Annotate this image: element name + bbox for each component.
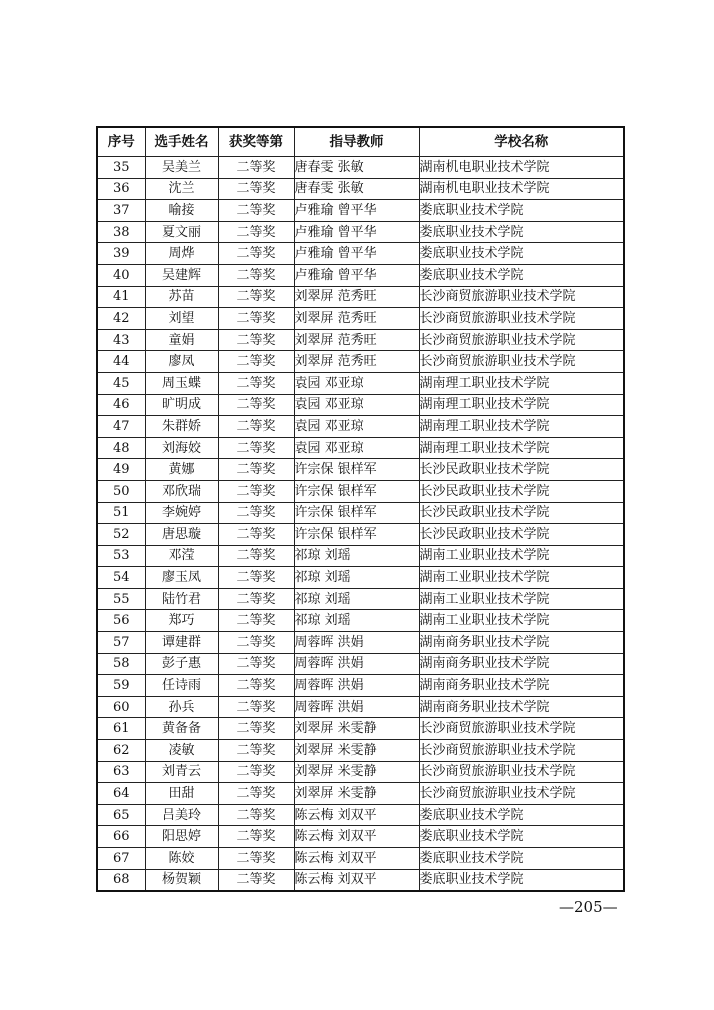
cell-instructor: 陈云梅 刘双平 — [294, 826, 419, 848]
table-row — [97, 437, 624, 459]
header-serial-number: 序号 — [97, 127, 145, 157]
cell-serial-number: 65 — [97, 804, 145, 826]
cell-serial-number: 55 — [97, 588, 145, 610]
table-row — [97, 157, 624, 179]
cell-serial-number: 48 — [97, 437, 145, 459]
cell-serial-number: 57 — [97, 632, 145, 654]
cell-award-level: 二等奖 — [218, 351, 294, 373]
cell-award-level: 二等奖 — [218, 480, 294, 502]
cell-award-level: 二等奖 — [218, 783, 294, 805]
cell-award-level: 二等奖 — [218, 653, 294, 675]
cell-award-level: 二等奖 — [218, 696, 294, 718]
cell-award-level: 二等奖 — [218, 308, 294, 330]
cell-serial-number: 56 — [97, 610, 145, 632]
cell-serial-number: 64 — [97, 783, 145, 805]
cell-contestant-name: 凌敏 — [145, 740, 218, 762]
cell-instructor: 祁琼 刘瑶 — [294, 567, 419, 589]
cell-school-name: 湖南理工职业技术学院 — [419, 416, 624, 438]
cell-serial-number: 68 — [97, 869, 145, 891]
cell-award-level: 二等奖 — [218, 459, 294, 481]
cell-instructor: 卢雅瑜 曾平华 — [294, 200, 419, 222]
cell-school-name: 湖南商务职业技术学院 — [419, 696, 624, 718]
table-row — [97, 804, 624, 826]
cell-instructor: 刘翠屏 范秀旺 — [294, 308, 419, 330]
cell-serial-number: 67 — [97, 848, 145, 870]
header-instructor: 指导教师 — [294, 127, 419, 157]
cell-serial-number: 60 — [97, 696, 145, 718]
cell-school-name: 湖南商务职业技术学院 — [419, 653, 624, 675]
cell-award-level: 二等奖 — [218, 869, 294, 891]
table-row — [97, 459, 624, 481]
cell-serial-number: 66 — [97, 826, 145, 848]
cell-award-level: 二等奖 — [218, 286, 294, 308]
table-row — [97, 178, 624, 200]
cell-instructor: 许宗保 银样军 — [294, 524, 419, 546]
cell-contestant-name: 彭子惠 — [145, 653, 218, 675]
cell-serial-number: 37 — [97, 200, 145, 222]
cell-award-level: 二等奖 — [218, 416, 294, 438]
cell-serial-number: 54 — [97, 567, 145, 589]
cell-serial-number: 38 — [97, 221, 145, 243]
cell-contestant-name: 童娟 — [145, 329, 218, 351]
cell-instructor: 周蓉晖 洪娟 — [294, 653, 419, 675]
cell-award-level: 二等奖 — [218, 632, 294, 654]
cell-contestant-name: 喻接 — [145, 200, 218, 222]
cell-instructor: 祁琼 刘瑶 — [294, 545, 419, 567]
cell-serial-number: 39 — [97, 243, 145, 265]
cell-school-name: 长沙民政职业技术学院 — [419, 459, 624, 481]
cell-instructor: 刘翠屏 范秀旺 — [294, 286, 419, 308]
table-row — [97, 848, 624, 870]
page-number: —205— — [559, 898, 618, 916]
cell-award-level: 二等奖 — [218, 826, 294, 848]
cell-instructor: 袁园 邓亚琼 — [294, 394, 419, 416]
cell-award-level: 二等奖 — [218, 610, 294, 632]
cell-award-level: 二等奖 — [218, 243, 294, 265]
cell-serial-number: 41 — [97, 286, 145, 308]
cell-serial-number: 43 — [97, 329, 145, 351]
cell-instructor: 刘翠屏 米雯静 — [294, 718, 419, 740]
table-row — [97, 610, 624, 632]
cell-school-name: 湖南理工职业技术学院 — [419, 372, 624, 394]
cell-serial-number: 53 — [97, 545, 145, 567]
cell-contestant-name: 朱群娇 — [145, 416, 218, 438]
cell-serial-number: 63 — [97, 761, 145, 783]
cell-contestant-name: 陈姣 — [145, 848, 218, 870]
cell-award-level: 二等奖 — [218, 394, 294, 416]
cell-award-level: 二等奖 — [218, 848, 294, 870]
table-header — [97, 127, 624, 157]
cell-award-level: 二等奖 — [218, 740, 294, 762]
table-row — [97, 632, 624, 654]
cell-contestant-name: 郑巧 — [145, 610, 218, 632]
table-row — [97, 653, 624, 675]
cell-school-name: 长沙商贸旅游职业技术学院 — [419, 329, 624, 351]
cell-school-name: 娄底职业技术学院 — [419, 200, 624, 222]
cell-contestant-name: 刘青云 — [145, 761, 218, 783]
cell-school-name: 长沙商贸旅游职业技术学院 — [419, 351, 624, 373]
cell-school-name: 娄底职业技术学院 — [419, 804, 624, 826]
cell-instructor: 袁园 邓亚琼 — [294, 437, 419, 459]
cell-school-name: 湖南工业职业技术学院 — [419, 588, 624, 610]
cell-instructor: 周蓉晖 洪娟 — [294, 675, 419, 697]
table-row — [97, 740, 624, 762]
cell-award-level: 二等奖 — [218, 264, 294, 286]
cell-contestant-name: 谭建群 — [145, 632, 218, 654]
cell-school-name: 湖南机电职业技术学院 — [419, 178, 624, 200]
table-row — [97, 869, 624, 891]
cell-contestant-name: 刘海姣 — [145, 437, 218, 459]
cell-award-level: 二等奖 — [218, 178, 294, 200]
cell-contestant-name: 夏文丽 — [145, 221, 218, 243]
cell-instructor: 袁园 邓亚琼 — [294, 416, 419, 438]
cell-school-name: 长沙商贸旅游职业技术学院 — [419, 718, 624, 740]
cell-instructor: 刘翠屏 米雯静 — [294, 783, 419, 805]
cell-instructor: 周蓉晖 洪娟 — [294, 696, 419, 718]
cell-contestant-name: 黄娜 — [145, 459, 218, 481]
cell-contestant-name: 唐思璇 — [145, 524, 218, 546]
cell-serial-number: 52 — [97, 524, 145, 546]
cell-award-level: 二等奖 — [218, 761, 294, 783]
awards-table — [96, 126, 625, 892]
cell-award-level: 二等奖 — [218, 200, 294, 222]
cell-school-name: 长沙民政职业技术学院 — [419, 502, 624, 524]
cell-serial-number: 36 — [97, 178, 145, 200]
cell-school-name: 湖南工业职业技术学院 — [419, 610, 624, 632]
table-row — [97, 394, 624, 416]
cell-contestant-name: 陆竹君 — [145, 588, 218, 610]
cell-instructor: 陈云梅 刘双平 — [294, 869, 419, 891]
cell-award-level: 二等奖 — [218, 588, 294, 610]
cell-school-name: 长沙商贸旅游职业技术学院 — [419, 783, 624, 805]
cell-instructor: 唐春雯 张敏 — [294, 157, 419, 179]
cell-contestant-name: 周玉蝶 — [145, 372, 218, 394]
cell-instructor: 卢雅瑜 曾平华 — [294, 264, 419, 286]
cell-school-name: 长沙商贸旅游职业技术学院 — [419, 308, 624, 330]
cell-award-level: 二等奖 — [218, 545, 294, 567]
header-award-level: 获奖等第 — [218, 127, 294, 157]
cell-school-name: 娄底职业技术学院 — [419, 243, 624, 265]
table-row — [97, 567, 624, 589]
cell-contestant-name: 孙兵 — [145, 696, 218, 718]
cell-instructor: 刘翠屏 米雯静 — [294, 740, 419, 762]
cell-school-name: 湖南商务职业技术学院 — [419, 632, 624, 654]
cell-instructor: 祁琼 刘瑶 — [294, 588, 419, 610]
cell-school-name: 长沙民政职业技术学院 — [419, 480, 624, 502]
cell-instructor: 刘翠屏 范秀旺 — [294, 329, 419, 351]
table-row — [97, 502, 624, 524]
cell-instructor: 周蓉晖 洪娟 — [294, 632, 419, 654]
cell-serial-number: 45 — [97, 372, 145, 394]
cell-award-level: 二等奖 — [218, 157, 294, 179]
cell-contestant-name: 刘望 — [145, 308, 218, 330]
table-body — [97, 157, 624, 892]
cell-contestant-name: 邓滢 — [145, 545, 218, 567]
cell-school-name: 娄底职业技术学院 — [419, 264, 624, 286]
cell-instructor: 唐春雯 张敏 — [294, 178, 419, 200]
cell-contestant-name: 任诗雨 — [145, 675, 218, 697]
cell-serial-number: 47 — [97, 416, 145, 438]
cell-serial-number: 59 — [97, 675, 145, 697]
cell-instructor: 陈云梅 刘双平 — [294, 848, 419, 870]
cell-contestant-name: 邓欣瑞 — [145, 480, 218, 502]
cell-award-level: 二等奖 — [218, 804, 294, 826]
cell-award-level: 二等奖 — [218, 372, 294, 394]
cell-instructor: 许宗保 银样军 — [294, 480, 419, 502]
cell-contestant-name: 阳思婷 — [145, 826, 218, 848]
cell-school-name: 湖南理工职业技术学院 — [419, 394, 624, 416]
cell-serial-number: 50 — [97, 480, 145, 502]
cell-serial-number: 51 — [97, 502, 145, 524]
table-row — [97, 372, 624, 394]
table-row — [97, 696, 624, 718]
table-row — [97, 221, 624, 243]
cell-instructor: 刘翠屏 米雯静 — [294, 761, 419, 783]
cell-serial-number: 40 — [97, 264, 145, 286]
cell-serial-number: 35 — [97, 157, 145, 179]
cell-award-level: 二等奖 — [218, 221, 294, 243]
table-row — [97, 826, 624, 848]
table-row — [97, 718, 624, 740]
cell-instructor: 祁琼 刘瑶 — [294, 610, 419, 632]
cell-school-name: 长沙民政职业技术学院 — [419, 524, 624, 546]
header-row — [97, 127, 624, 157]
table-row — [97, 588, 624, 610]
cell-serial-number: 62 — [97, 740, 145, 762]
cell-contestant-name: 苏苗 — [145, 286, 218, 308]
cell-school-name: 湖南工业职业技术学院 — [419, 545, 624, 567]
cell-school-name: 湖南机电职业技术学院 — [419, 157, 624, 179]
cell-school-name: 长沙商贸旅游职业技术学院 — [419, 740, 624, 762]
cell-serial-number: 49 — [97, 459, 145, 481]
table-row — [97, 308, 624, 330]
table-row — [97, 545, 624, 567]
table-row — [97, 264, 624, 286]
cell-school-name: 娄底职业技术学院 — [419, 869, 624, 891]
cell-instructor: 陈云梅 刘双平 — [294, 804, 419, 826]
table-row — [97, 286, 624, 308]
cell-contestant-name: 吕美玲 — [145, 804, 218, 826]
cell-school-name: 长沙商贸旅游职业技术学院 — [419, 286, 624, 308]
cell-award-level: 二等奖 — [218, 567, 294, 589]
cell-contestant-name: 吴美兰 — [145, 157, 218, 179]
cell-contestant-name: 吴建辉 — [145, 264, 218, 286]
table-row — [97, 416, 624, 438]
cell-instructor: 刘翠屏 范秀旺 — [294, 351, 419, 373]
cell-school-name: 长沙商贸旅游职业技术学院 — [419, 761, 624, 783]
cell-contestant-name: 旷明成 — [145, 394, 218, 416]
cell-instructor: 卢雅瑜 曾平华 — [294, 243, 419, 265]
cell-contestant-name: 廖玉凤 — [145, 567, 218, 589]
table-row — [97, 761, 624, 783]
cell-contestant-name: 沈兰 — [145, 178, 218, 200]
cell-instructor: 许宗保 银样军 — [294, 502, 419, 524]
cell-award-level: 二等奖 — [218, 718, 294, 740]
table-row — [97, 480, 624, 502]
cell-award-level: 二等奖 — [218, 502, 294, 524]
cell-serial-number: 42 — [97, 308, 145, 330]
cell-school-name: 湖南商务职业技术学院 — [419, 675, 624, 697]
cell-award-level: 二等奖 — [218, 437, 294, 459]
header-contestant-name: 选手姓名 — [145, 127, 218, 157]
cell-serial-number: 58 — [97, 653, 145, 675]
table-row — [97, 243, 624, 265]
cell-serial-number: 46 — [97, 394, 145, 416]
cell-school-name: 娄底职业技术学院 — [419, 221, 624, 243]
table-row — [97, 200, 624, 222]
table-row — [97, 329, 624, 351]
cell-instructor: 卢雅瑜 曾平华 — [294, 221, 419, 243]
cell-contestant-name: 周烨 — [145, 243, 218, 265]
cell-school-name: 湖南工业职业技术学院 — [419, 567, 624, 589]
cell-serial-number: 61 — [97, 718, 145, 740]
cell-award-level: 二等奖 — [218, 675, 294, 697]
cell-contestant-name: 黄备备 — [145, 718, 218, 740]
cell-contestant-name: 李婉婷 — [145, 502, 218, 524]
cell-contestant-name: 田甜 — [145, 783, 218, 805]
cell-school-name: 湖南理工职业技术学院 — [419, 437, 624, 459]
cell-school-name: 娄底职业技术学院 — [419, 826, 624, 848]
table-row — [97, 783, 624, 805]
cell-contestant-name: 杨贺颖 — [145, 869, 218, 891]
cell-award-level: 二等奖 — [218, 524, 294, 546]
table-row — [97, 675, 624, 697]
header-school-name: 学校名称 — [419, 127, 624, 157]
cell-award-level: 二等奖 — [218, 329, 294, 351]
table-row — [97, 351, 624, 373]
cell-instructor: 许宗保 银样军 — [294, 459, 419, 481]
cell-contestant-name: 廖凤 — [145, 351, 218, 373]
cell-school-name: 娄底职业技术学院 — [419, 848, 624, 870]
table-row — [97, 524, 624, 546]
cell-instructor: 袁园 邓亚琼 — [294, 372, 419, 394]
cell-serial-number: 44 — [97, 351, 145, 373]
